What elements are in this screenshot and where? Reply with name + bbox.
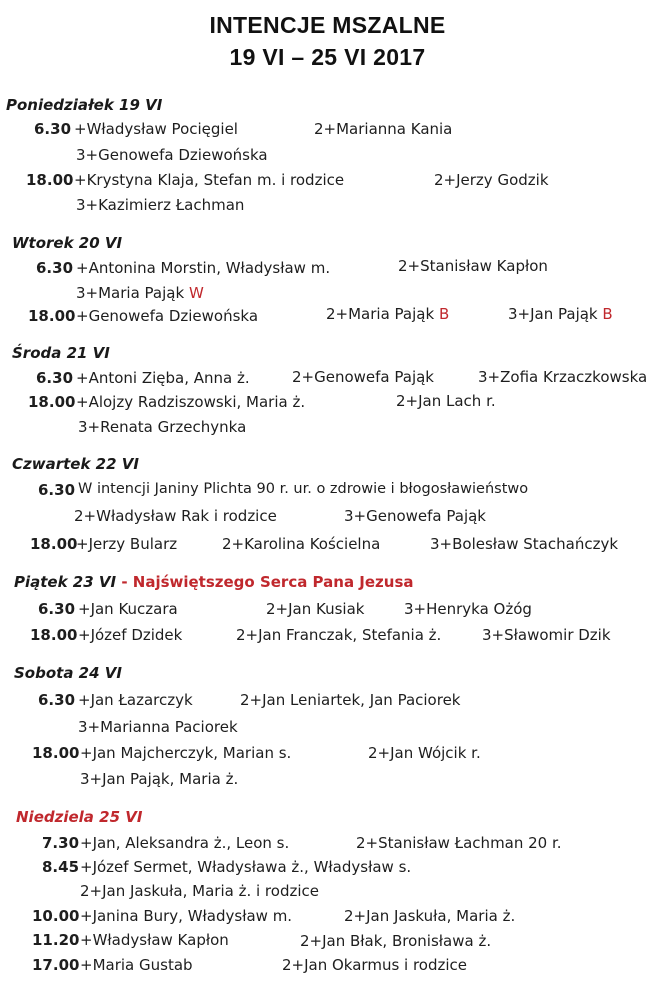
day-heading-friday — [14, 573, 414, 591]
intention-with-mark — [326, 305, 449, 323]
intention: 2+Jan Błak, Bronisława ż. — [300, 932, 492, 950]
mass-mark: W — [188, 284, 204, 302]
mass-time: 6.30 — [34, 120, 72, 138]
mass-time: 17.00 — [32, 956, 80, 974]
intention: +Jan Kuczara — [78, 600, 178, 618]
intention: +Jan Łazarczyk — [78, 691, 193, 709]
intention: 3+Kazimierz Łachman — [76, 196, 245, 214]
intention: +Władysław Pocięgiel — [74, 120, 238, 138]
day-heading-sunday: Niedziela 25 VI — [16, 808, 143, 826]
day-heading-tuesday: Wtorek 20 VI — [12, 234, 123, 252]
intention-with-mark — [508, 305, 613, 323]
mass-mark: B — [602, 305, 613, 323]
intention-text: 3+Maria Pająk — [76, 284, 185, 302]
intention-text: 3+Jan Pająk — [508, 305, 598, 323]
intention: +Krystyna Klaja, Stefan m. i rodzice — [74, 171, 345, 189]
day-heading-saturday: Sobota 24 VI — [14, 664, 122, 682]
date-range: 19 VI – 25 VI 2017 — [229, 44, 426, 70]
intention: 2+Jan Jaskuła, Maria ż. — [344, 907, 516, 925]
intention: 2+Jan Lach r. — [396, 392, 496, 410]
intention: 3+Renata Grzechynka — [78, 418, 247, 436]
mass-time: 18.00 — [26, 171, 74, 189]
intention: 2+Jerzy Godzik — [434, 171, 549, 189]
mass-time: 8.45 — [42, 858, 80, 876]
intention: 3+Jan Pająk, Maria ż. — [80, 770, 239, 788]
intention: +Janina Bury, Władysław m. — [80, 907, 293, 925]
intention: 2+Karolina Kościelna — [222, 535, 381, 553]
intention: 2+Jan Jaskuła, Maria ż. i rodzice — [80, 882, 319, 900]
intention: 2+Jan Franczak, Stefania ż. — [236, 626, 442, 644]
page-title: INTENCJE MSZALNE — [209, 12, 446, 38]
intention: +Józef Sermet, Władysława ż., Władysław s. — [80, 858, 412, 876]
intention: 2+Jan Kusiak — [266, 600, 365, 618]
intention: +Alojzy Radziszowski, Maria ż. — [76, 393, 306, 411]
intention: 2+Stanisław Łachman 20 r. — [356, 834, 562, 852]
intention: 2+Stanisław Kapłon — [398, 257, 548, 275]
mass-time: 18.00 — [30, 535, 78, 553]
intention: 3+Sławomir Dzik — [482, 626, 611, 644]
mass-time: 18.00 — [32, 744, 80, 762]
intention: 2+Marianna Kania — [314, 120, 453, 138]
mass-time: 6.30 — [38, 691, 76, 709]
intention: 2+Genowefa Pająk — [292, 368, 434, 386]
mass-time: 6.30 — [36, 369, 74, 387]
mass-time: 7.30 — [42, 834, 80, 852]
intention: 2+Jan Okarmus i rodzice — [282, 956, 468, 974]
feast-name: - Najświętszego Serca Pana Jezusa — [116, 573, 414, 591]
day-heading-monday: Poniedziałek 19 VI — [6, 96, 163, 114]
intention: 3+Genowefa Dziewońska — [76, 146, 268, 164]
intention: +Jan Majcherczyk, Marian s. — [80, 744, 292, 762]
intention: +Jan, Aleksandra ż., Leon s. — [80, 834, 290, 852]
mass-time: 6.30 — [36, 259, 74, 277]
mass-time: 10.00 — [32, 907, 80, 925]
intention: 2+Władysław Rak i rodzice — [74, 507, 277, 525]
intention: +Władysław Kapłon — [80, 931, 229, 949]
intention: +Jerzy Bularz — [76, 535, 178, 553]
day-heading-thursday: Czwartek 22 VI — [12, 455, 139, 473]
intention: +Antonina Morstin, Władysław m. — [76, 259, 331, 277]
mass-time: 6.30 — [38, 481, 76, 499]
intention: +Józef Dzidek — [78, 626, 183, 644]
mass-time: 18.00 — [28, 393, 76, 411]
mass-time: 6.30 — [38, 600, 76, 618]
intention: +Antoni Zięba, Anna ż. — [76, 369, 250, 387]
intention: 3+Henryka Ożóg — [404, 600, 532, 618]
intention: W intencji Janiny Plichta 90 r. ur. o zdrowie i błogosławieństwo — [78, 481, 529, 497]
intention: 3+Zofia Krzaczkowska — [478, 368, 648, 386]
mass-time: 11.20 — [32, 931, 80, 949]
day-heading-wednesday: Środa 21 VI — [12, 344, 110, 362]
intention: 2+Jan Wójcik r. — [368, 744, 481, 762]
intention: 2+Jan Leniartek, Jan Paciorek — [240, 691, 461, 709]
mass-time: 18.00 — [28, 307, 76, 325]
intention: 3+Bolesław Stachańczyk — [430, 535, 619, 553]
intention-with-mark — [76, 284, 204, 302]
intention: 3+Genowefa Pająk — [344, 507, 486, 525]
day-label: Piątek 23 VI — [14, 573, 117, 591]
intention: +Genowefa Dziewońska — [76, 307, 259, 325]
mass-time: 18.00 — [30, 626, 78, 644]
intention: +Maria Gustab — [80, 956, 193, 974]
mass-mark: B — [438, 305, 450, 323]
intention: 3+Marianna Paciorek — [78, 718, 238, 736]
intention-text: 2+Maria Pająk — [326, 305, 435, 323]
